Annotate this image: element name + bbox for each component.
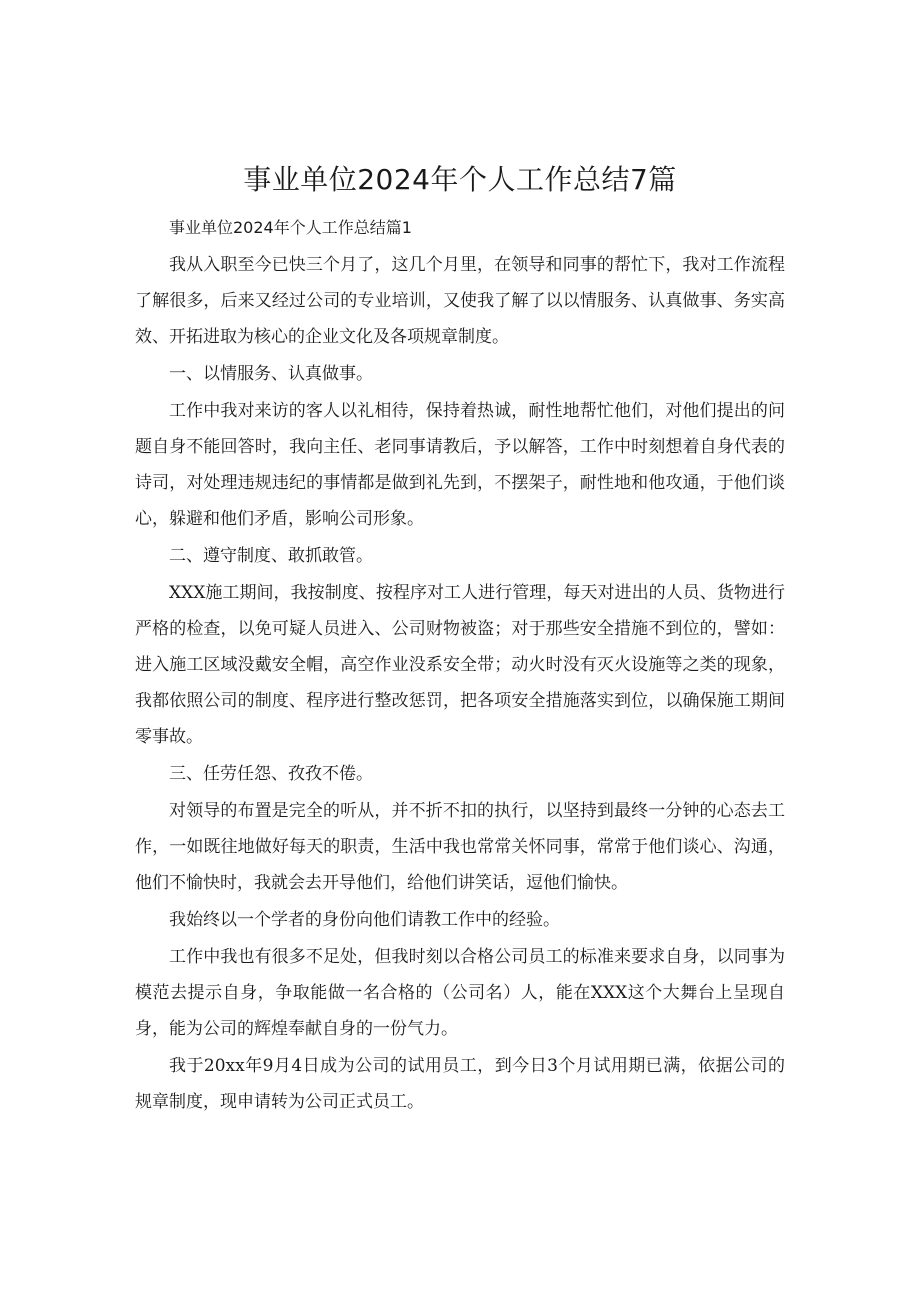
section-heading: 事业单位2024年个人工作总结篇1 <box>169 218 412 237</box>
paragraph: 工作中我对来访的客人以礼相待，保持着热诚，耐性地帮忙他们，对他们提出的问题自身不能回答时，我向主任、老同事请教后，予以解答，工作中时刻想着自身代表的诗司，对处理违规违纪的事情都是做到礼先到，不摆架子，耐性地和他攻通，于他们谈心，躲避和他们矛盾，影响公司形象。 <box>135 401 785 529</box>
subheading: 一、以情服务、认真做事。 <box>169 364 373 384</box>
paragraph: 我始终以一个学者的身份向他们请教工作中的经验。 <box>169 910 560 930</box>
paragraph: 工作中我也有很多不足处，但我时刻以合格公司员工的标准来要求自身，以同事为模范去提示自身，争取能做一名合格的（公司名）人，能在XXX这个大舞台上呈现自身，能为公司的辉煌奉献自身的一份气力。 <box>135 947 785 1039</box>
paragraph: XXX施工期间，我按制度、按程序对工人进行管理，每天对进出的人员、货物进行严格的检查，以免可疑人员进入、公司财物被盗；对于那些安全措施不到位的，譬如：进入施工区域没戴安全帽，高空作业没系安全带；动火时没有灭火设施等之类的现象，我都依照公司的制度、程序进行整改惩罚，把各项安全措施落实到位，以确保施工期间零事故。 <box>135 583 785 747</box>
paragraph: 我于20xx年9月4日成为公司的试用员工，到今日3个月试用期已满，依据公司的规章制度，现申请转为公司正式员工。 <box>135 1056 785 1112</box>
paragraph: 我从入职至今已快三个月了，这几个月里，在领导和同事的帮忙下，我对工作流程了解很多，后来又经过公司的专业培训，又使我了解了以以情服务、认真做事、务实高效、开拓进取为核心的企业文化及各项规章制度。 <box>135 255 785 347</box>
paragraph: 对领导的布置是完全的听从，并不折不扣的执行，以坚持到最终一分钟的心态去工作，一如既往地做好每天的职责，生活中我也常常关怀同事，常常于他们谈心、沟通，他们不愉快时，我就会去开导他们，给他们讲笑话，逗他们愉快。 <box>135 801 785 893</box>
document-body <box>135 210 785 1121</box>
subheading: 三、任劳任怨、孜孜不倦。 <box>169 764 373 784</box>
subheading: 二、遵守制度、敢抓敢管。 <box>169 546 373 566</box>
document-title: 事业单位2024年个人工作总结7篇 <box>243 163 677 196</box>
